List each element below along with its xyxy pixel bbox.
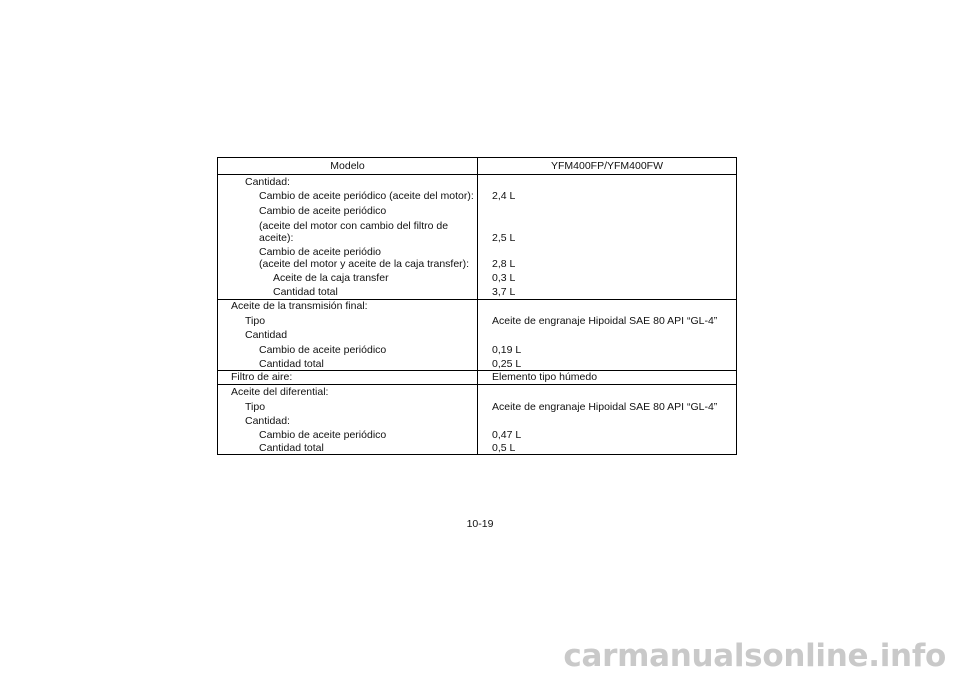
row-label: Cambio de aceite periódico (aceite del motor): <box>259 190 474 202</box>
row-label: Cambio de aceite periódio <box>259 246 381 258</box>
specifications-table <box>217 157 737 455</box>
row-value: Elemento tipo húmedo <box>492 371 598 383</box>
row-value: 0,25 L <box>492 358 522 370</box>
row-value: Aceite de engranaje Hipoidal SAE 80 API “GL-4” <box>492 401 718 413</box>
row-label: Aceite de la transmisión final: <box>231 300 368 312</box>
row-label: Cambio de aceite periódico <box>259 429 387 441</box>
row-value: 2,8 L <box>492 258 516 270</box>
row-label: aceite): <box>259 232 294 244</box>
row-label: (aceite del motor y aceite de la caja transfer): <box>259 258 470 270</box>
row-label: Filtro de aire: <box>231 371 293 383</box>
row-value: 2,5 L <box>492 232 516 244</box>
column-divider <box>477 158 478 454</box>
row-label: Cantidad total <box>273 286 338 298</box>
row-value: 0,3 L <box>492 272 516 284</box>
row-label: Aceite del diferential: <box>231 386 329 398</box>
row-label: Aceite de la caja transfer <box>273 272 389 284</box>
row-label: Cantidad: <box>245 415 290 427</box>
row-label: Tipo <box>245 401 266 413</box>
row-label: Cantidad total <box>259 442 324 454</box>
row-label: Tipo <box>245 315 266 327</box>
page-number: 10-19 <box>466 518 494 530</box>
row-value: 3,7 L <box>492 286 516 298</box>
table-header <box>218 158 736 175</box>
watermark: carmanualsonline.info <box>563 638 946 674</box>
row-value: 0,19 L <box>492 344 522 356</box>
row-value: 0,5 L <box>492 442 516 454</box>
row-label: Cambio de aceite periódico <box>259 205 387 217</box>
header-model-label: Modelo <box>330 160 365 172</box>
section-divider <box>218 370 736 371</box>
row-label: Cantidad total <box>259 358 324 370</box>
row-value: 2,4 L <box>492 190 516 202</box>
row-label: (aceite del motor con cambio del filtro de <box>259 220 449 232</box>
header-model-value: YFM400FP/YFM400FW <box>550 160 664 172</box>
row-value: Aceite de engranaje Hipoidal SAE 80 API “GL-4” <box>492 315 718 327</box>
row-label: Cambio de aceite periódico <box>259 344 387 356</box>
section-divider <box>218 384 736 385</box>
row-label: Cantidad: <box>245 176 290 188</box>
row-label: Cantidad <box>245 329 288 341</box>
row-value: 0,47 L <box>492 429 522 441</box>
